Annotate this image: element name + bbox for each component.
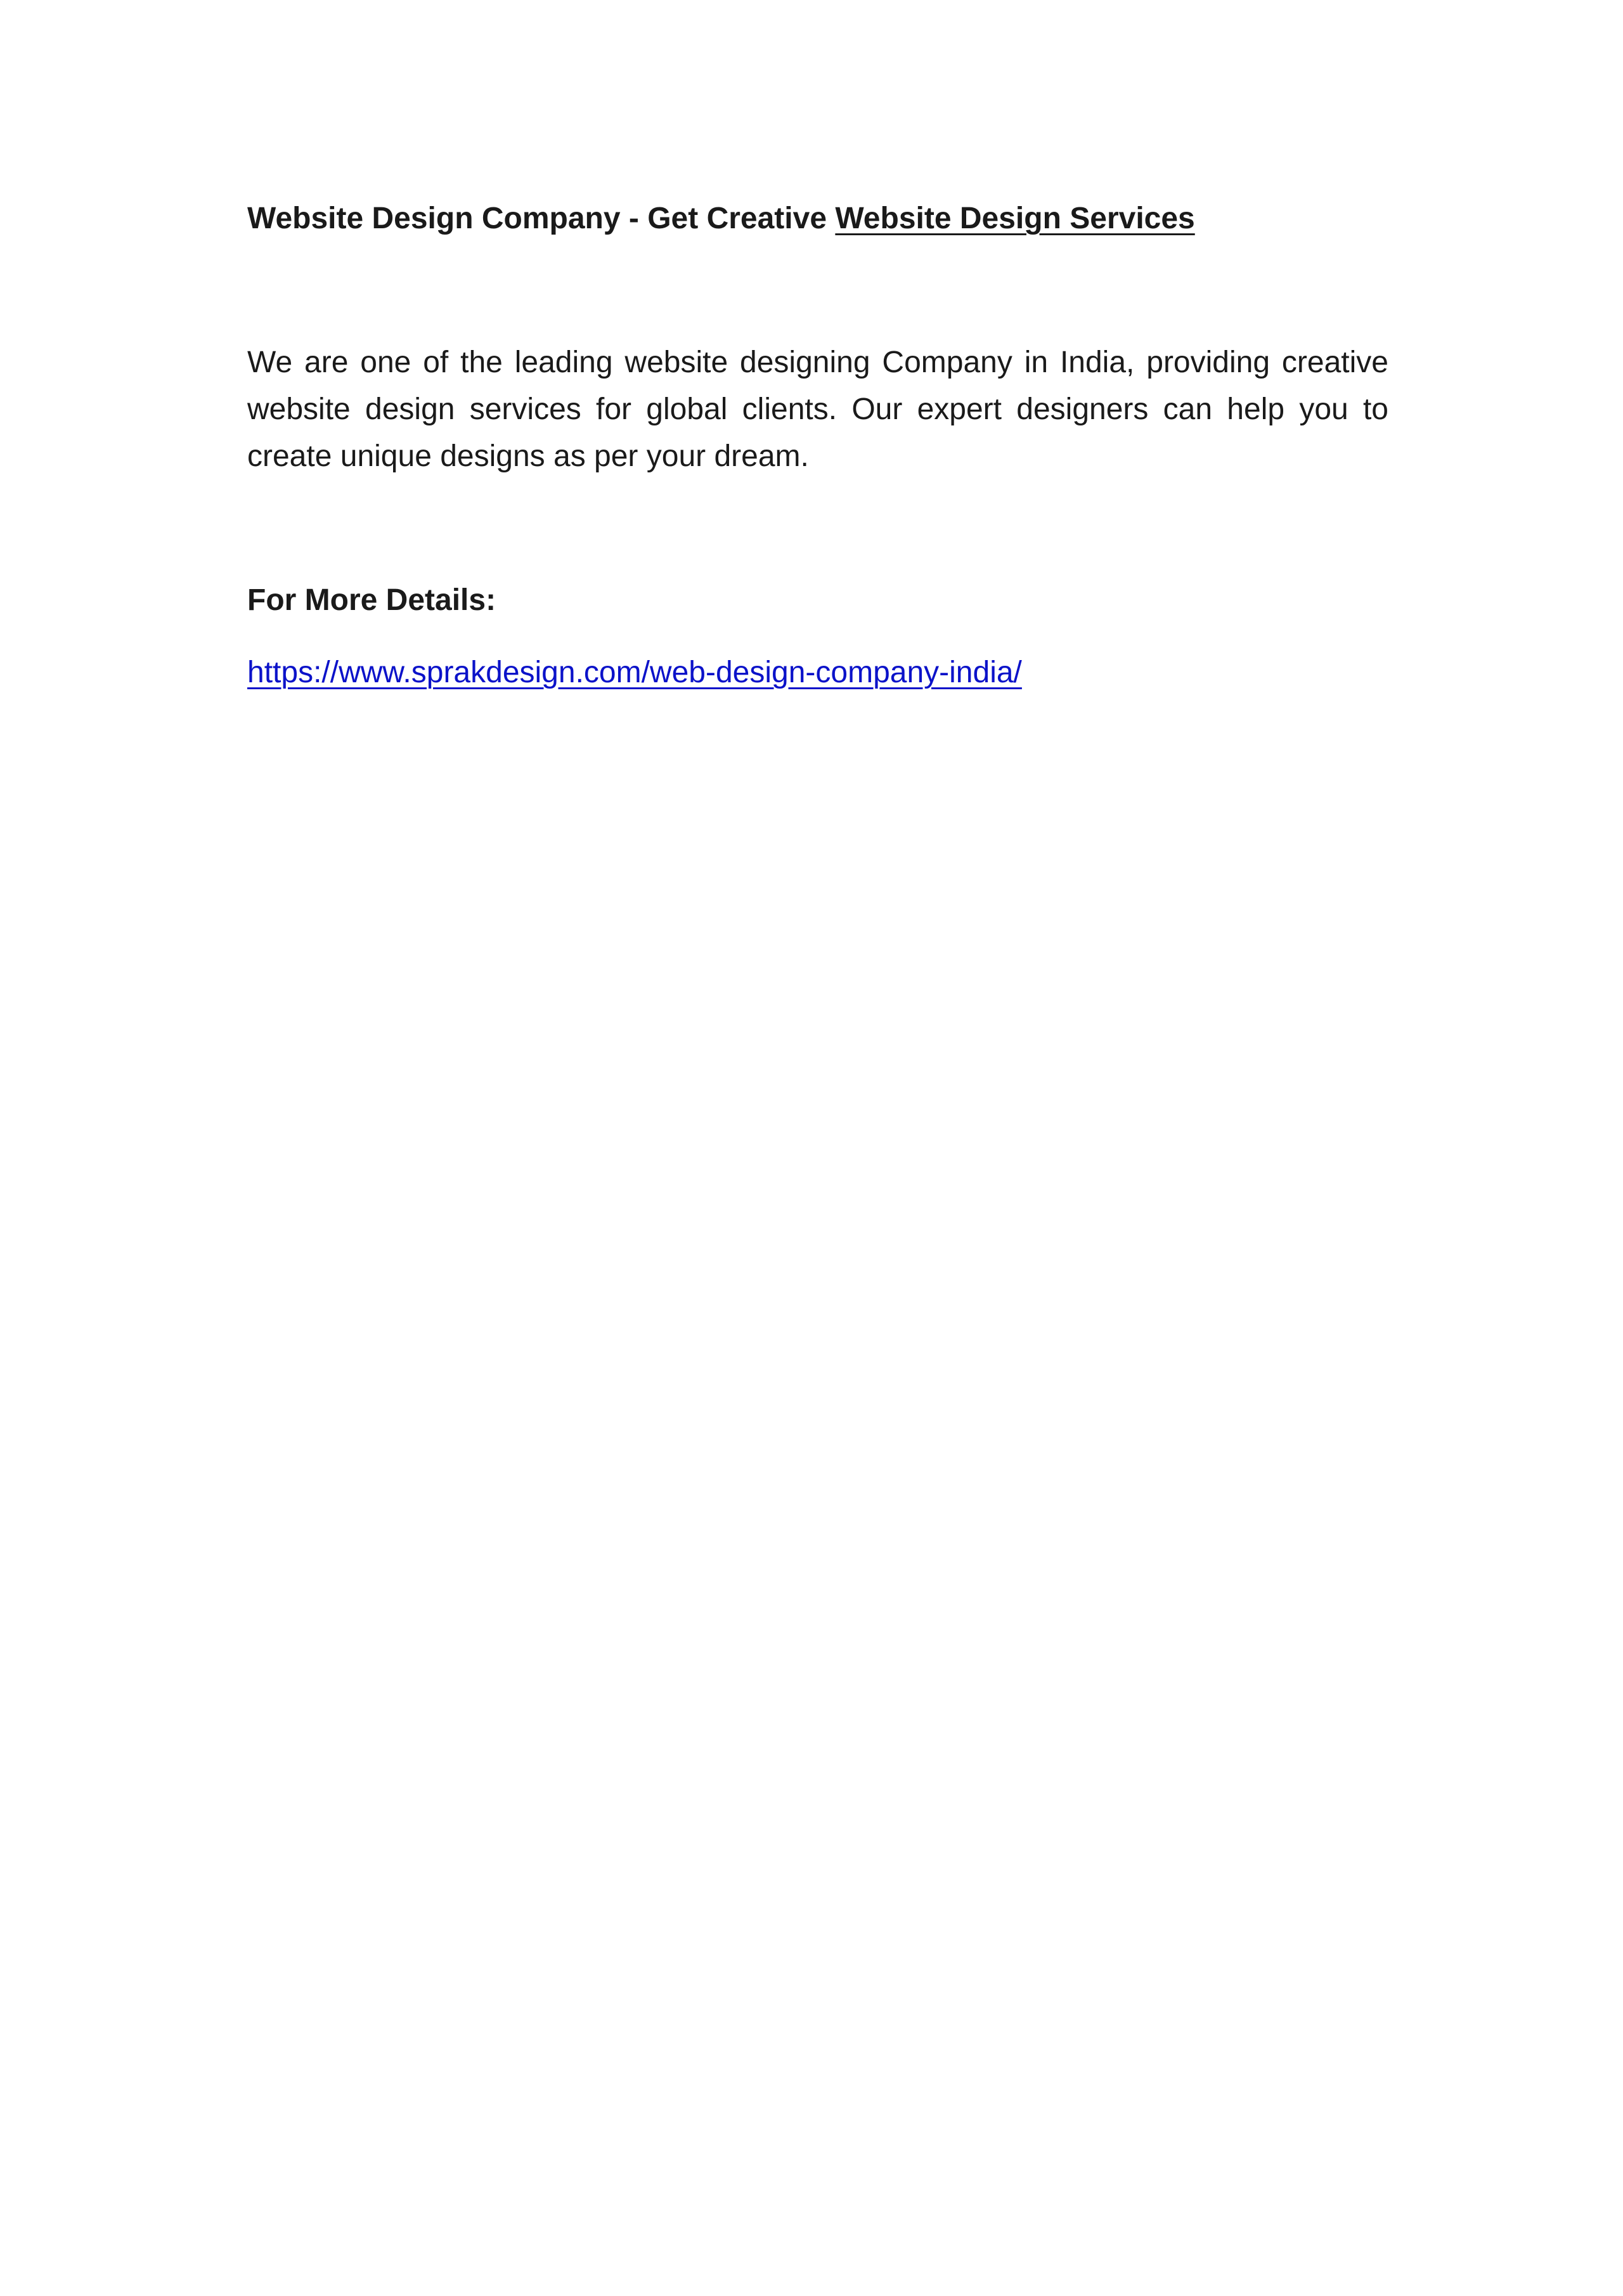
details-link[interactable]: https://www.sprakdesign.com/web-design-company-india/ [247, 656, 1022, 689]
document-content [247, 193, 1388, 698]
title-plain-text: Website Design Company - Get Creative [247, 202, 836, 235]
document-title [247, 193, 1388, 244]
details-label: For More Details: [247, 583, 496, 617]
title-underlined-text: Website Design Services [835, 202, 1195, 235]
intro-paragraph: We are one of the leading website designing Company in India, providing creative website design services for global clients. Our expert designers can help you to create unique designs as per your dream. [247, 346, 1388, 473]
